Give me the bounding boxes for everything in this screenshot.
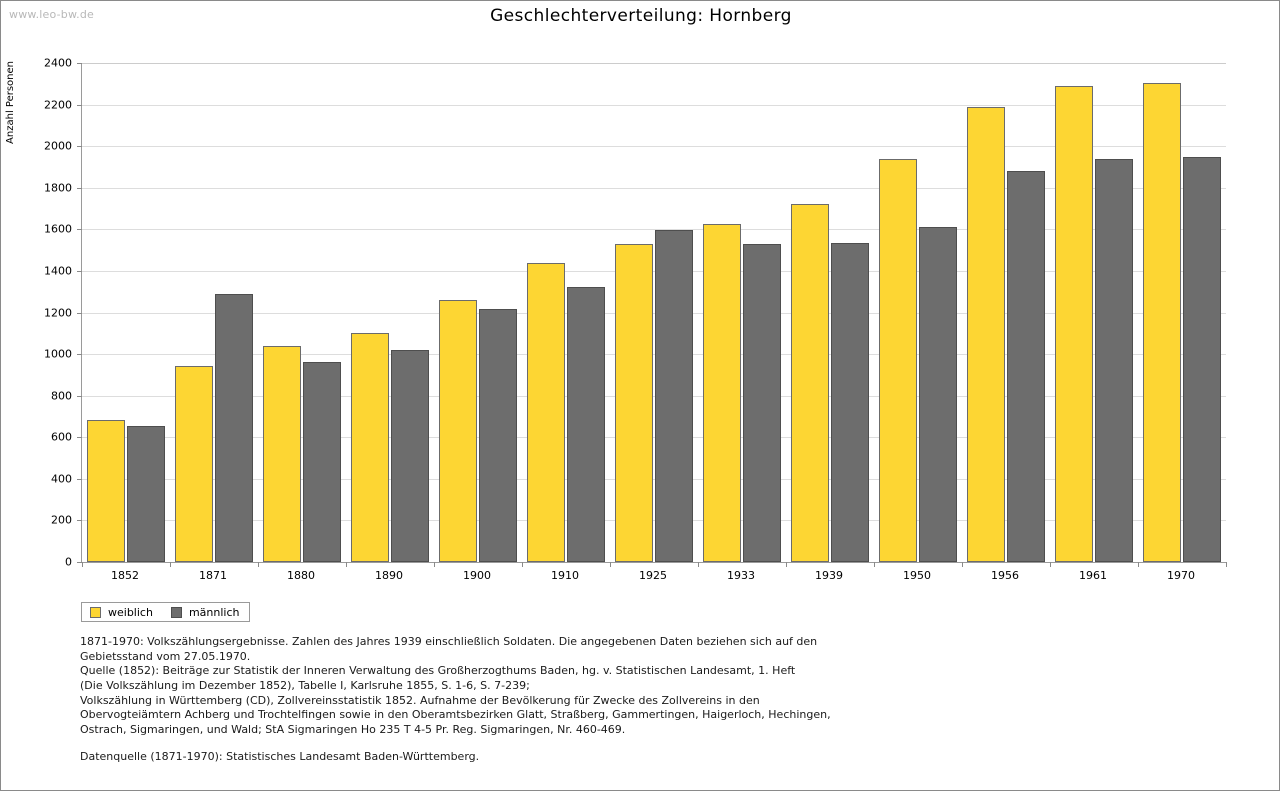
legend-label-weiblich: weiblich — [108, 605, 153, 619]
bar-weiblich-1933[interactable] — [703, 224, 741, 562]
bar-männlich-1939[interactable] — [831, 243, 869, 562]
bar-männlich-1871[interactable] — [215, 294, 253, 562]
y-tick-label: 200 — [51, 513, 72, 527]
footnote-source: Datenquelle (1871-1970): Statistisches Landesamt Baden-Württemberg. — [80, 750, 480, 764]
x-tick-mark — [522, 562, 523, 567]
y-tick-label: 2000 — [44, 139, 72, 153]
bar-männlich-1956[interactable] — [1007, 171, 1045, 562]
footnote-line-4: (Die Volkszählung im Dezember 1852), Tabelle I, Karlsruhe 1855, S. 1-6, S. 7-239; — [80, 678, 530, 692]
legend-label-maennlich: männlich — [188, 605, 240, 619]
y-tick-label: 400 — [51, 472, 72, 486]
bar-weiblich-1852[interactable] — [87, 420, 125, 562]
y-axis-label: Anzahl Personen — [5, 61, 16, 144]
y-tick-label: 2400 — [44, 56, 72, 70]
x-tick-mark — [170, 562, 171, 567]
footnote-line-5: Volkszählung in Württemberg (CD), Zollvereinsstatistik 1852. Aufnahme der Bevölkerung für Zwecke des Zollvereins in den — [80, 693, 760, 707]
y-tick-mark — [77, 188, 82, 189]
footnote-line-6: Obervogteiämtern Achberg und Trochtelfingen sowie in den Oberamtsbezirken Glatt, Straßberg, Gammertingen, Haigerloch, Hechingen, — [80, 708, 831, 722]
x-tick-label-1933: 1933 — [727, 569, 755, 582]
y-tick-mark — [77, 63, 82, 64]
bar-männlich-1933[interactable] — [743, 244, 781, 562]
y-tick-label: 0 — [65, 555, 72, 569]
legend — [81, 602, 250, 622]
y-tick-label: 1200 — [44, 306, 72, 319]
x-tick-mark — [874, 562, 875, 567]
x-tick-mark — [434, 562, 435, 567]
page-title: Geschlechterverteilung: Hornberg — [490, 6, 792, 26]
x-tick-label-1900: 1900 — [463, 569, 491, 582]
y-tick-mark — [77, 229, 82, 230]
bar-männlich-1925[interactable] — [655, 230, 693, 562]
x-tick-mark — [346, 562, 347, 567]
bar-männlich-1900[interactable] — [479, 309, 517, 562]
x-tick-mark — [258, 562, 259, 567]
x-tick-label-1910: 1910 — [551, 569, 579, 582]
y-tick-mark — [77, 479, 82, 480]
x-tick-mark — [1138, 562, 1139, 567]
footnote-line-1: 1871-1970: Volkszählungsergebnisse. Zahlen des Jahres 1939 einschließlich Soldaten. Die angegebenen Daten beziehen sich auf den — [80, 635, 818, 648]
x-tick-label-1961: 1961 — [1079, 569, 1107, 582]
bar-männlich-1961[interactable] — [1095, 159, 1133, 562]
x-tick-label-1880: 1880 — [287, 569, 315, 582]
legend-swatch-weiblich — [90, 607, 101, 618]
legend-item-weiblich[interactable] — [90, 606, 153, 619]
y-tick-label: 1000 — [44, 347, 72, 361]
bar-weiblich-1956[interactable] — [967, 107, 1005, 562]
bar-weiblich-1925[interactable] — [615, 244, 653, 562]
bar-weiblich-1871[interactable] — [175, 366, 213, 562]
y-tick-mark — [77, 271, 82, 272]
x-tick-mark — [1050, 562, 1051, 567]
bar-männlich-1910[interactable] — [567, 287, 605, 562]
x-tick-mark — [962, 562, 963, 567]
bar-weiblich-1950[interactable] — [879, 159, 917, 562]
y-tick-mark — [77, 313, 82, 314]
y-tick-label: 600 — [51, 430, 72, 444]
y-tick-mark — [77, 520, 82, 521]
bar-männlich-1950[interactable] — [919, 227, 957, 562]
bar-männlich-1880[interactable] — [303, 362, 341, 562]
x-tick-mark — [610, 562, 611, 567]
footnote-line-3: Quelle (1852): Beiträge zur Statistik der Inneren Verwaltung des Großherzogthums Baden, hg. v. Statistischen Landesamt, 1. Heft — [80, 664, 796, 678]
legend-swatch-maennlich — [171, 607, 182, 618]
x-tick-label-1871: 1871 — [199, 569, 227, 582]
bar-weiblich-1890[interactable] — [351, 333, 389, 562]
y-tick-label: 800 — [51, 389, 72, 403]
y-tick-label: 1400 — [44, 264, 72, 278]
y-tick-mark — [77, 437, 82, 438]
x-tick-label-1939: 1939 — [815, 569, 843, 582]
bar-weiblich-1880[interactable] — [263, 346, 301, 562]
y-tick-label: 2200 — [44, 98, 72, 112]
bar-männlich-1890[interactable] — [391, 350, 429, 562]
footnote-line-2: Gebietsstand vom 27.05.1970. — [80, 649, 251, 663]
bar-weiblich-1910[interactable] — [527, 263, 565, 562]
bar-weiblich-1900[interactable] — [439, 300, 477, 562]
x-tick-label-1925: 1925 — [639, 569, 667, 582]
bar-männlich-1852[interactable] — [127, 426, 165, 562]
footnote-line-7: Ostrach, Sigmaringen, und Wald; StA Sigmaringen Ho 235 T 4-5 Pr. Reg. Sigmaringen, Nr. 460-469. — [80, 722, 626, 736]
y-tick-mark — [77, 396, 82, 397]
plot-area — [81, 63, 1226, 563]
y-tick-label: 1600 — [44, 222, 72, 236]
y-tick-label: 1800 — [44, 181, 72, 195]
bar-männlich-1970[interactable] — [1183, 157, 1221, 562]
footnotes — [80, 635, 1080, 765]
x-tick-label-1890: 1890 — [375, 569, 403, 582]
legend-item-maennlich[interactable] — [171, 606, 240, 619]
x-tick-label-1956: 1956 — [991, 569, 1019, 582]
gridline — [82, 63, 1226, 64]
x-tick-mark — [698, 562, 699, 567]
y-tick-mark — [77, 105, 82, 106]
x-tick-mark — [786, 562, 787, 567]
bar-weiblich-1961[interactable] — [1055, 86, 1093, 562]
x-tick-mark — [1226, 562, 1227, 567]
watermark: www.leo-bw.de — [9, 8, 95, 21]
y-tick-mark — [77, 354, 82, 355]
x-tick-label-1852: 1852 — [111, 569, 139, 582]
bar-weiblich-1939[interactable] — [791, 204, 829, 562]
bar-weiblich-1970[interactable] — [1143, 83, 1181, 562]
y-tick-mark — [77, 146, 82, 147]
x-tick-label-1950: 1950 — [903, 569, 931, 582]
x-tick-mark — [82, 562, 83, 567]
x-tick-label-1970: 1970 — [1167, 569, 1195, 582]
